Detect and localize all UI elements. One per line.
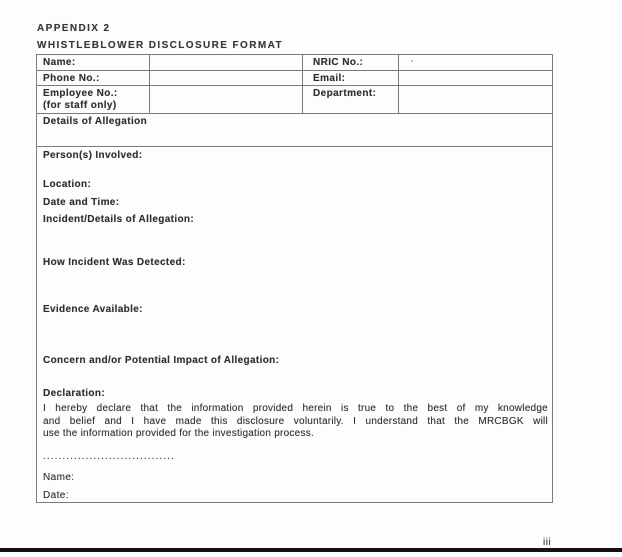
signature-date-label: Date: — [43, 490, 69, 501]
footer-rule — [0, 548, 622, 552]
page-number: iii — [543, 537, 552, 548]
table-row — [37, 86, 552, 114]
field-date-and-time: Date and Time: — [43, 197, 120, 208]
email-label-cell: Email: — [303, 71, 399, 85]
declaration-line: and belief and I have made this disclosure voluntarily. I understand that the MRCBGK will — [43, 416, 548, 427]
employee-no-value-cell — [150, 86, 303, 113]
declaration-label: Declaration: — [43, 388, 105, 399]
field-concern-impact: Concern and/or Potential Impact of Allegation: — [43, 355, 280, 366]
table-row — [37, 55, 552, 71]
phone-label-cell: Phone No.: — [37, 71, 150, 85]
scan-speck — [411, 60, 413, 62]
table-row — [37, 114, 552, 147]
nric-label-cell: NRIC No.: — [303, 55, 399, 70]
department-label-cell: Department: — [303, 86, 399, 113]
employee-no-label: Employee No.: — [43, 88, 118, 99]
field-persons-involved: Person(s) Involved: — [43, 150, 143, 161]
declaration-line: use the information provided for the investigation process. — [43, 428, 315, 439]
field-incident-details: Incident/Details of Allegation: — [43, 214, 195, 225]
employee-no-label-cell — [37, 86, 150, 113]
declaration-line: I hereby declare that the information provided herein is true to the best of my knowledge — [43, 403, 548, 414]
page-title: WHISTLEBLOWER DISCLOSURE FORMAT — [37, 40, 283, 51]
signature-dotted-line: .................................. — [43, 451, 175, 462]
department-value-cell — [399, 86, 552, 113]
employee-no-note: (for staff only) — [43, 99, 117, 111]
field-evidence-available: Evidence Available: — [43, 304, 143, 315]
disclosure-form-table — [36, 54, 553, 503]
name-label-cell: Name: — [37, 55, 150, 70]
signature-name-label: Name: — [43, 472, 75, 483]
field-how-detected: How Incident Was Detected: — [43, 257, 186, 268]
table-row — [37, 71, 552, 86]
section-header-details-of-allegation: Details of Allegation — [43, 116, 148, 127]
allegation-details-cell — [37, 147, 552, 502]
phone-value-cell — [150, 71, 303, 85]
field-location: Location: — [43, 179, 92, 190]
email-value-cell — [399, 71, 552, 85]
nric-value-cell — [399, 55, 552, 70]
appendix-label: APPENDIX 2 — [37, 23, 111, 34]
name-value-cell — [150, 55, 303, 70]
